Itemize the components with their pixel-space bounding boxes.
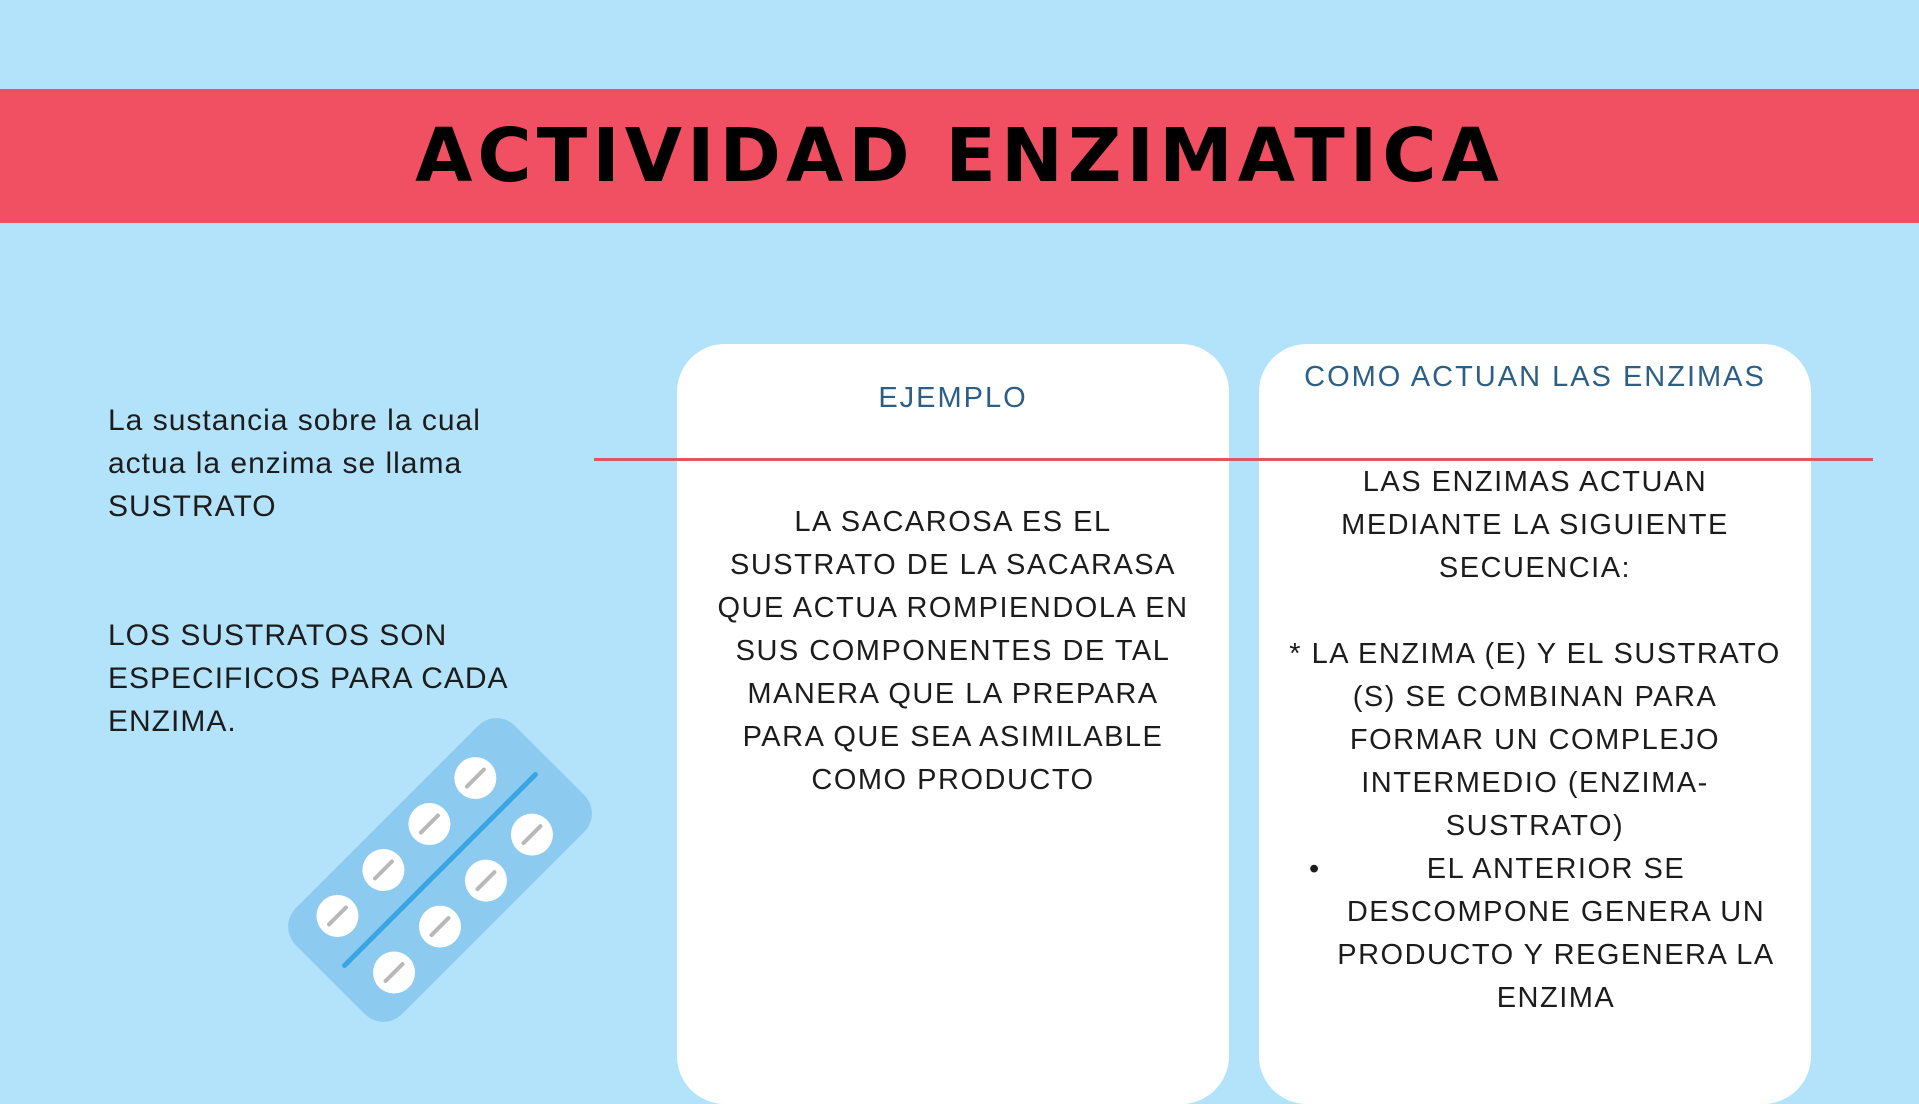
substrate-definition: La sustancia sobre la cual actua la enzima se llama SUSTRATO: [108, 404, 481, 523]
sequence-step-1: * LA ENZIMA (E) Y EL SUSTRATO (S) SE COMBINAN PARA FORMAR UN COMPLEJO INTERMEDIO (ENZIMA-SUSTRATO): [1289, 638, 1781, 842]
header-divider-line: [594, 458, 1873, 461]
example-card-header: EJEMPLO: [878, 382, 1028, 414]
how-enzymes-act-header: COMO ACTUAN LAS ENZIMAS: [1304, 361, 1766, 393]
sequence-step-2: EL ANTERIOR SE DESCOMPONE GENERA UN PRODUCTO Y REGENERA LA ENZIMA: [1337, 853, 1775, 1014]
spacer: [1289, 590, 1781, 633]
slide-title: ACTIVIDAD ENZIMATICA: [415, 113, 1504, 199]
sequence-intro: LAS ENZIMAS ACTUAN MEDIANTE LA SIGUIENTE SECUENCIA:: [1341, 466, 1729, 584]
pill-blister-pack-icon: [270, 700, 610, 1040]
bullet-icon: •: [1309, 853, 1321, 885]
substrate-specificity: LOS SUSTRATOS SON ESPECIFICOS PARA CADA ENZIMA.: [108, 619, 507, 738]
how-enzymes-act-body: [1289, 461, 1781, 1020]
example-card-body: LA SACAROSA ES EL SUSTRATO DE LA SACARASA QUE ACTUA ROMPIENDOLA EN SUS COMPONENTES DE TAL MANERA QUE LA PREPARA PARA QUE SEA ASIMILABLE COMO PRODUCTO: [717, 506, 1189, 796]
title-band: [0, 89, 1919, 223]
sequence-step-2-row: [1289, 848, 1781, 1020]
